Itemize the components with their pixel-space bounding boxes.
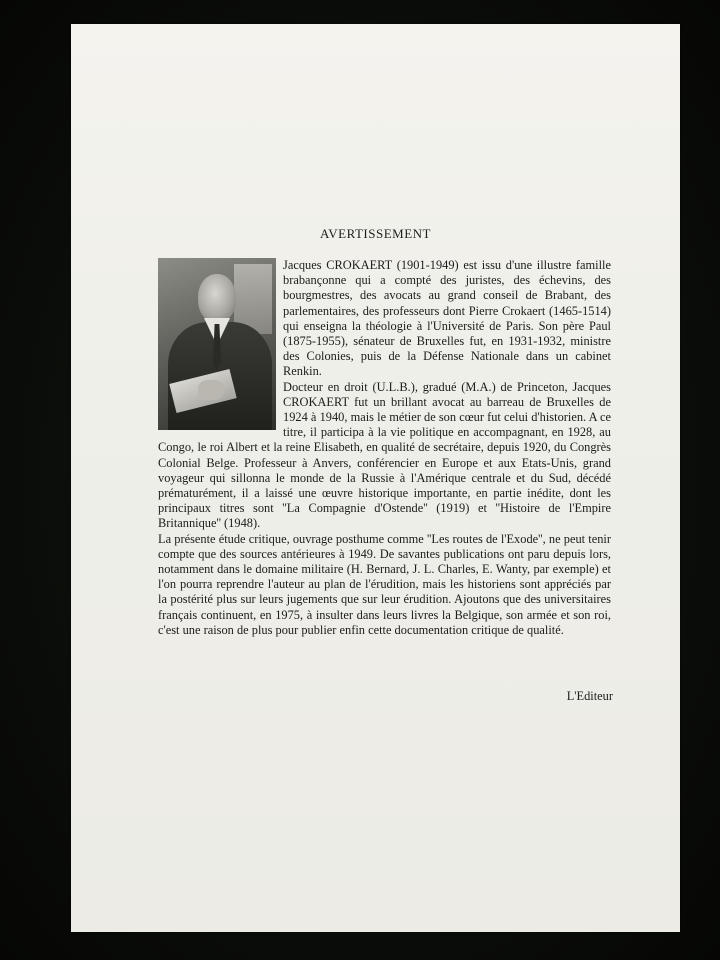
- page-heading: AVERTISSEMENT: [320, 226, 431, 241]
- publisher-signature: L'Editeur: [566, 689, 613, 703]
- photo-head: [198, 274, 236, 322]
- paragraph-study: La présente étude critique, ouvrage posthume comme ''Les routes de l'Exode'', ne peut tenir compte que des sources antérieures à 1949. De savantes publications ont paru depuis lors, notamment dans le domaine militaire (H. Bernard, J. L. Charles, E. Wanty, par exemple) et l'on pourra reprendre l'auteur au plan de l'érudition, mais les historiens sont appréciés par la postérité plus sur leurs jugements que sur leur érudition. Ajoutons que des universitaires français continuent, en 1975, à insulter dans leurs livres la Belgique, son armée et son roi, c'est une raison de plus pour publier enfin cette documentation critique de qualité.: [158, 531, 611, 637]
- paragraph-career: Docteur en droit (U.L.B.), gradué (M.A.) de Princeton, Jacques CROKAERT fut un brillant avocat au barreau de Bruxelles de 1924 à 1940, mais le métier de son cœur fut celui d'historien. A ce titre, il participa à la vie politique en accompagnant, en 1928, au Congo, le roi Albert et la reine Elisabeth, en qualité de secrétaire, depuis 1920, du Congrès Colonial Belge. Professeur à Anvers, conférencier en Europe et aux Etats-Unis, grand voyageur qui sillonna le monde de la Russie à l'Amérique centrale et du Sud, décédé prématurément, il a laissé une œuvre historique importante, en partie inédite, dont les principaux titres sont ''La Compagnie d'Ostende'' (1919) et ''Histoire de l'Empire Britannique'' (1948).: [158, 379, 611, 531]
- author-portrait-photo: [158, 258, 276, 430]
- foreword-text: [158, 258, 611, 638]
- photo-hand: [198, 380, 224, 400]
- paragraph-biography: Jacques CROKAERT (1901-1949) est issu d'une illustre famille brabançonne qui a compté des juristes, des échevins, des bourgmestres, des avocats au grand conseil de Brabant, des parlementaires, des professeurs dont Pierre Crokaert (1465-1514) qui enseigna la théologie à l'Université de Paris. Son père Paul (1875-1955), sénateur de Bruxelles fut, en 1931-1932, ministre des Colonies, puis de la Défense Nationale dans un cabinet Renkin.: [283, 258, 611, 379]
- book-back-cover: [71, 24, 680, 932]
